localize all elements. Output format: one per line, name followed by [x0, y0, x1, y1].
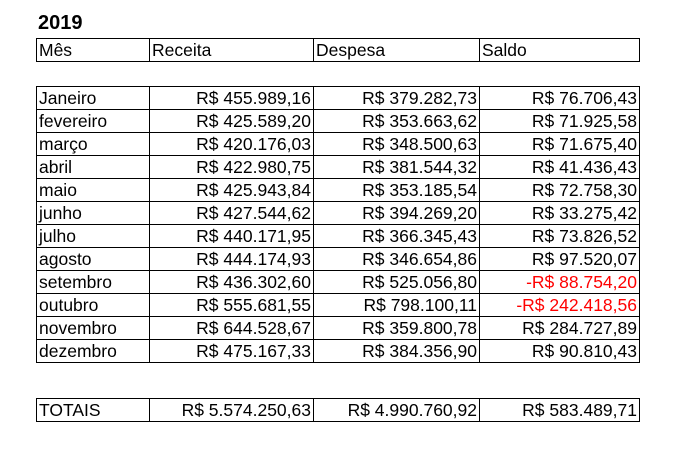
- balance-cell[interactable]: R$ 73.826,52: [480, 225, 640, 248]
- table-row: [37, 248, 640, 271]
- month-cell[interactable]: Janeiro: [37, 87, 150, 110]
- expense-cell[interactable]: R$ 525.056,80: [314, 271, 480, 294]
- balance-cell[interactable]: R$ 71.675,40: [480, 133, 640, 156]
- table-row: [37, 202, 640, 225]
- balance-cell[interactable]: R$ 284.727,89: [480, 317, 640, 340]
- revenue-cell[interactable]: R$ 555.681,55: [150, 294, 314, 317]
- month-cell[interactable]: maio: [37, 179, 150, 202]
- balance-cell[interactable]: R$ 33.275,42: [480, 202, 640, 225]
- totals-expense[interactable]: R$ 4.990.760,92: [314, 399, 480, 422]
- header-balance[interactable]: Saldo: [480, 39, 640, 62]
- month-cell[interactable]: novembro: [37, 317, 150, 340]
- totals-balance[interactable]: R$ 583.489,71: [480, 399, 640, 422]
- header-revenue[interactable]: Receita: [150, 39, 314, 62]
- revenue-cell[interactable]: R$ 420.176,03: [150, 133, 314, 156]
- month-cell[interactable]: dezembro: [37, 340, 150, 363]
- balance-cell[interactable]: R$ 72.758,30: [480, 179, 640, 202]
- table-row: [37, 87, 640, 110]
- totals-table: [36, 398, 640, 422]
- totals-label[interactable]: TOTAIS: [37, 399, 150, 422]
- expense-cell[interactable]: R$ 353.663,62: [314, 110, 480, 133]
- expense-cell[interactable]: R$ 348.500,63: [314, 133, 480, 156]
- expense-cell[interactable]: R$ 353.185,54: [314, 179, 480, 202]
- monthly-data-table: [36, 86, 640, 363]
- expense-cell[interactable]: R$ 346.654,86: [314, 248, 480, 271]
- balance-cell[interactable]: R$ 41.436,43: [480, 156, 640, 179]
- revenue-cell[interactable]: R$ 425.589,20: [150, 110, 314, 133]
- balance-cell[interactable]: -R$ 242.418,56: [480, 294, 640, 317]
- table-row: [37, 133, 640, 156]
- totals-revenue[interactable]: R$ 5.574.250,63: [150, 399, 314, 422]
- header-expense[interactable]: Despesa: [314, 39, 480, 62]
- table-row: [37, 294, 640, 317]
- revenue-cell[interactable]: R$ 455.989,16: [150, 87, 314, 110]
- month-cell[interactable]: março: [37, 133, 150, 156]
- table-row: [37, 156, 640, 179]
- balance-cell[interactable]: -R$ 88.754,20: [480, 271, 640, 294]
- table-row: [37, 271, 640, 294]
- month-cell[interactable]: fevereiro: [37, 110, 150, 133]
- expense-cell[interactable]: R$ 394.269,20: [314, 202, 480, 225]
- table-row: [37, 179, 640, 202]
- expense-cell[interactable]: R$ 379.282,73: [314, 87, 480, 110]
- table-row: [37, 340, 640, 363]
- revenue-cell[interactable]: R$ 425.943,84: [150, 179, 314, 202]
- month-cell[interactable]: outubro: [37, 294, 150, 317]
- balance-cell[interactable]: R$ 97.520,07: [480, 248, 640, 271]
- revenue-cell[interactable]: R$ 440.171,95: [150, 225, 314, 248]
- revenue-cell[interactable]: R$ 644.528,67: [150, 317, 314, 340]
- revenue-cell[interactable]: R$ 427.544,62: [150, 202, 314, 225]
- month-cell[interactable]: agosto: [37, 248, 150, 271]
- expense-cell[interactable]: R$ 798.100,11: [314, 294, 480, 317]
- month-cell[interactable]: abril: [37, 156, 150, 179]
- month-cell[interactable]: junho: [37, 202, 150, 225]
- expense-cell[interactable]: R$ 359.800,78: [314, 317, 480, 340]
- sheet-title: 2019: [38, 12, 83, 34]
- table-row: [37, 317, 640, 340]
- table-row: [37, 110, 640, 133]
- totals-row: [37, 399, 640, 422]
- expense-cell[interactable]: R$ 384.356,90: [314, 340, 480, 363]
- revenue-cell[interactable]: R$ 422.980,75: [150, 156, 314, 179]
- header-row: [37, 39, 640, 62]
- balance-cell[interactable]: R$ 90.810,43: [480, 340, 640, 363]
- revenue-cell[interactable]: R$ 436.302,60: [150, 271, 314, 294]
- revenue-cell[interactable]: R$ 444.174,93: [150, 248, 314, 271]
- expense-cell[interactable]: R$ 366.345,43: [314, 225, 480, 248]
- month-cell[interactable]: setembro: [37, 271, 150, 294]
- table-row: [37, 225, 640, 248]
- header-table: [36, 38, 640, 62]
- header-month[interactable]: Mês: [37, 39, 150, 62]
- expense-cell[interactable]: R$ 381.544,32: [314, 156, 480, 179]
- balance-cell[interactable]: R$ 76.706,43: [480, 87, 640, 110]
- balance-cell[interactable]: R$ 71.925,58: [480, 110, 640, 133]
- revenue-cell[interactable]: R$ 475.167,33: [150, 340, 314, 363]
- month-cell[interactable]: julho: [37, 225, 150, 248]
